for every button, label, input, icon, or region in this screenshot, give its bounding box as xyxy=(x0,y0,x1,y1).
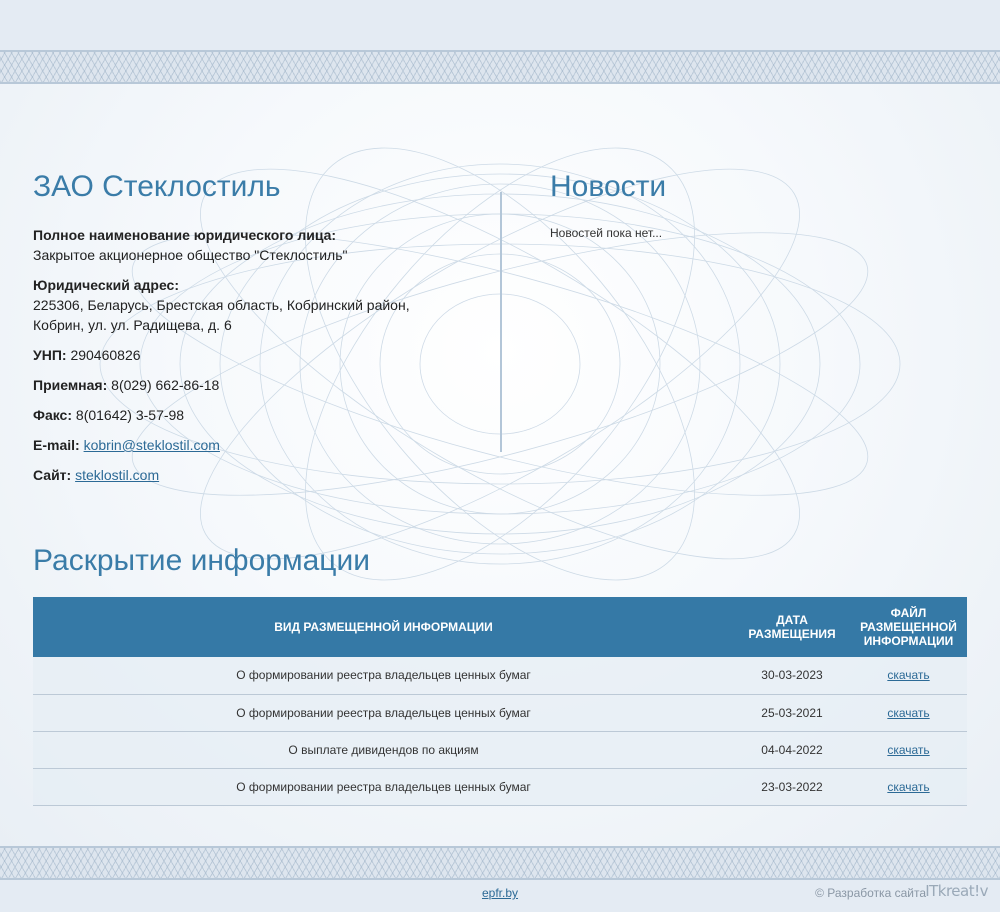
fax-label: Факс: xyxy=(33,407,73,423)
news-title: Новости xyxy=(550,170,667,203)
footer xyxy=(0,880,1000,912)
header-date: ДАТА РАЗМЕЩЕНИЯ xyxy=(734,597,850,657)
row-date: 30-03-2023 xyxy=(734,657,850,694)
unp-label: УНП: xyxy=(33,347,67,363)
row-date: 25-03-2021 xyxy=(734,694,850,731)
decorative-band-bottom xyxy=(0,846,1000,880)
row-info-type: О формировании реестра владельцев ценных бумаг xyxy=(33,768,734,805)
address-value: 225306, Беларусь, Брестская область, Кобринский район, Кобрин, ул. ул. Радищева, д. 6 xyxy=(33,297,410,333)
reception-row xyxy=(33,375,433,395)
fax-value: 8(01642) 3-57-98 xyxy=(75,407,185,423)
site-label: Сайт: xyxy=(33,467,72,483)
table-row xyxy=(33,768,967,805)
address-label: Юридический адрес: xyxy=(33,277,179,293)
download-link[interactable]: скачать xyxy=(887,705,930,720)
row-file-cell xyxy=(850,694,967,731)
disclosure-title: Раскрытие информации xyxy=(33,544,370,577)
email-row xyxy=(33,435,433,455)
row-info-type: О формировании реестра владельцев ценных бумаг xyxy=(33,694,734,731)
news-empty-message: Новостей пока нет... xyxy=(550,226,663,240)
reception-label: Приемная: xyxy=(33,377,108,393)
download-link[interactable]: скачать xyxy=(887,779,930,794)
row-file-cell xyxy=(850,731,967,768)
row-file-cell xyxy=(850,657,967,694)
row-info-type: О выплате дивидендов по акциям xyxy=(33,731,734,768)
email-label: E-mail: xyxy=(33,437,80,453)
unp-row xyxy=(33,345,433,365)
footer-link[interactable]: epfr.by xyxy=(482,886,519,900)
row-date: 04-04-2022 xyxy=(734,731,850,768)
company-info xyxy=(33,225,433,495)
top-bar xyxy=(0,0,1000,50)
full-name-label: Полное наименование юридического лица: xyxy=(33,227,337,243)
full-name-value: Закрытое акционерное общество "Стеклостиль" xyxy=(33,247,348,263)
row-file-cell xyxy=(850,768,967,805)
unp-value: 290460826 xyxy=(70,347,141,363)
fax-row xyxy=(33,405,433,425)
table-header-row xyxy=(33,597,967,657)
reception-value: 8(029) 662-86-18 xyxy=(111,377,220,393)
header-info-type: ВИД РАЗМЕЩЕННОЙ ИНФОРМАЦИИ xyxy=(33,597,734,657)
footer-credit: © Разработка сайта xyxy=(815,886,926,900)
company-title: ЗАО Стеклостиль xyxy=(33,170,281,203)
developer-logo[interactable]: ITkreat!v xyxy=(925,882,988,900)
address-row xyxy=(33,275,433,335)
download-link[interactable]: скачать xyxy=(887,668,930,683)
row-info-type: О формировании реестра владельцев ценных бумаг xyxy=(33,657,734,694)
decorative-band-top xyxy=(0,50,1000,84)
column-divider xyxy=(500,192,502,452)
full-name-row xyxy=(33,225,433,265)
header-file: ФАЙЛ РАЗМЕЩЕННОЙ ИНФОРМАЦИИ xyxy=(850,597,967,657)
table-row xyxy=(33,657,967,694)
site-link[interactable]: steklostil.com xyxy=(75,467,160,483)
email-link[interactable]: kobrin@steklostil.com xyxy=(83,437,220,453)
row-date: 23-03-2022 xyxy=(734,768,850,805)
table-row xyxy=(33,694,967,731)
site-row xyxy=(33,465,433,485)
disclosure-table xyxy=(33,597,967,806)
table-row xyxy=(33,731,967,768)
download-link[interactable]: скачать xyxy=(887,742,930,757)
main-content xyxy=(0,84,1000,846)
